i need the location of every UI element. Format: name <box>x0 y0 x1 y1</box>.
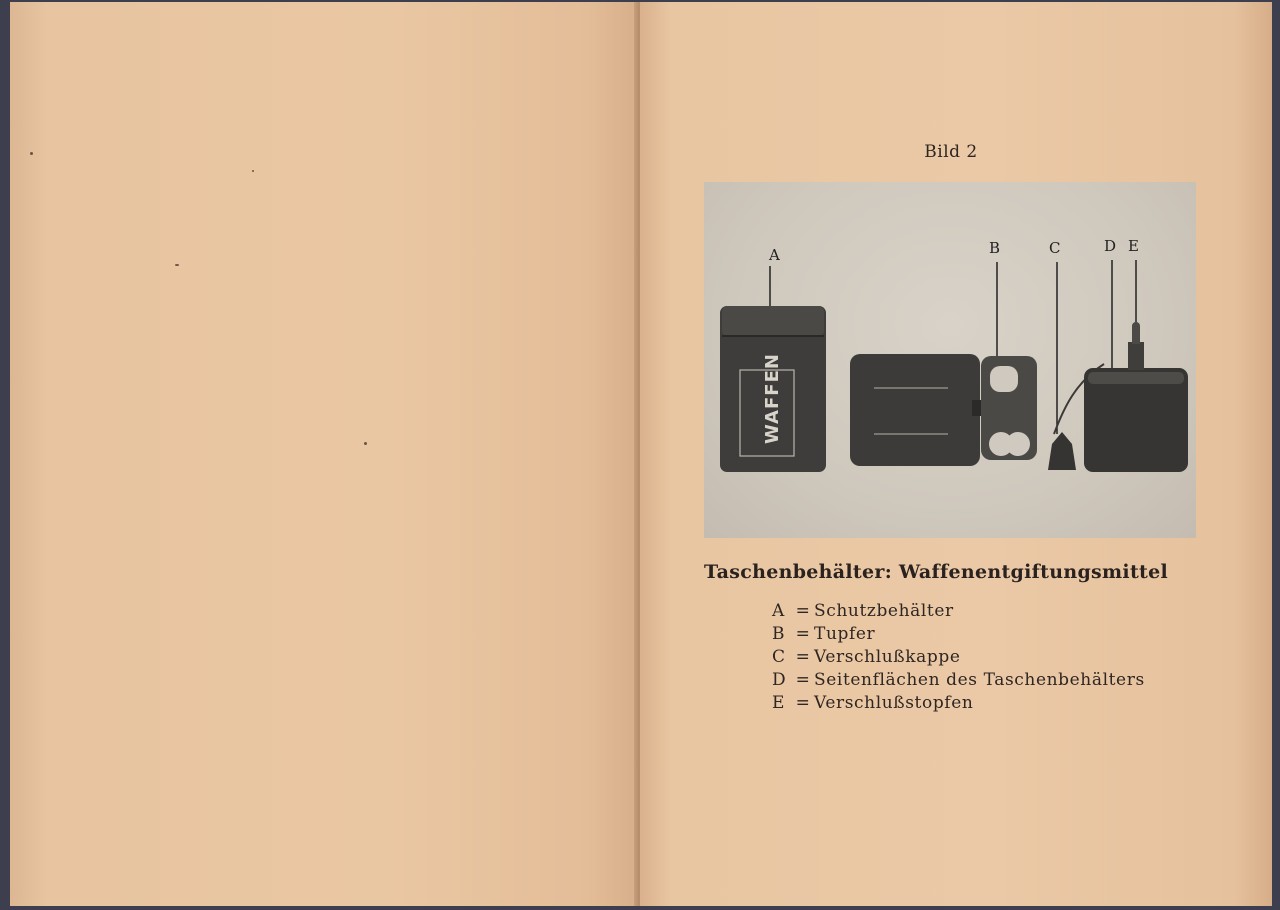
legend-key: E <box>772 693 786 713</box>
legend-text: Schutzbehälter <box>814 601 954 621</box>
figure-legend <box>772 600 1145 715</box>
paper-speck <box>175 264 179 266</box>
callout-a: A <box>769 246 780 264</box>
paper-speck <box>30 152 33 155</box>
paper-speck <box>252 170 254 172</box>
callout-b: B <box>989 239 1001 257</box>
container-d <box>1084 322 1188 472</box>
legend-key: C <box>772 647 786 667</box>
figure-caption: Taschenbehälter: Waffenentgiftungsmittel <box>704 561 1169 583</box>
legend-text: Tupfer <box>814 624 876 644</box>
legend-key: D <box>772 670 787 690</box>
legend-separator: = <box>795 624 811 644</box>
container-b <box>850 354 1037 466</box>
paper-speck <box>364 442 367 445</box>
legend-separator: = <box>795 693 811 713</box>
figure-photo <box>704 182 1196 538</box>
legend-separator: = <box>795 670 811 690</box>
legend-row-e <box>772 692 1145 715</box>
callout-e: E <box>1128 237 1139 255</box>
legend-text: Verschlußstopfen <box>814 693 974 713</box>
callout-c: C <box>1049 239 1061 257</box>
legend-row-a <box>772 600 1145 623</box>
legend-row-c <box>772 646 1145 669</box>
callout-d: D <box>1104 237 1117 255</box>
legend-text: Seitenflächen des Taschenbehälters <box>814 670 1145 690</box>
figure-label: Bild 2 <box>924 142 978 162</box>
legend-text: Verschlußkappe <box>814 647 961 667</box>
legend-separator: = <box>795 601 811 621</box>
legend-row-d <box>772 669 1145 692</box>
legend-separator: = <box>795 647 811 667</box>
left-page <box>10 2 638 906</box>
container-a <box>720 306 826 472</box>
legend-key: B <box>772 624 786 644</box>
waffen-label: WAFFEN <box>762 353 783 444</box>
legend-key: A <box>772 601 785 621</box>
legend-row-b <box>772 623 1145 646</box>
